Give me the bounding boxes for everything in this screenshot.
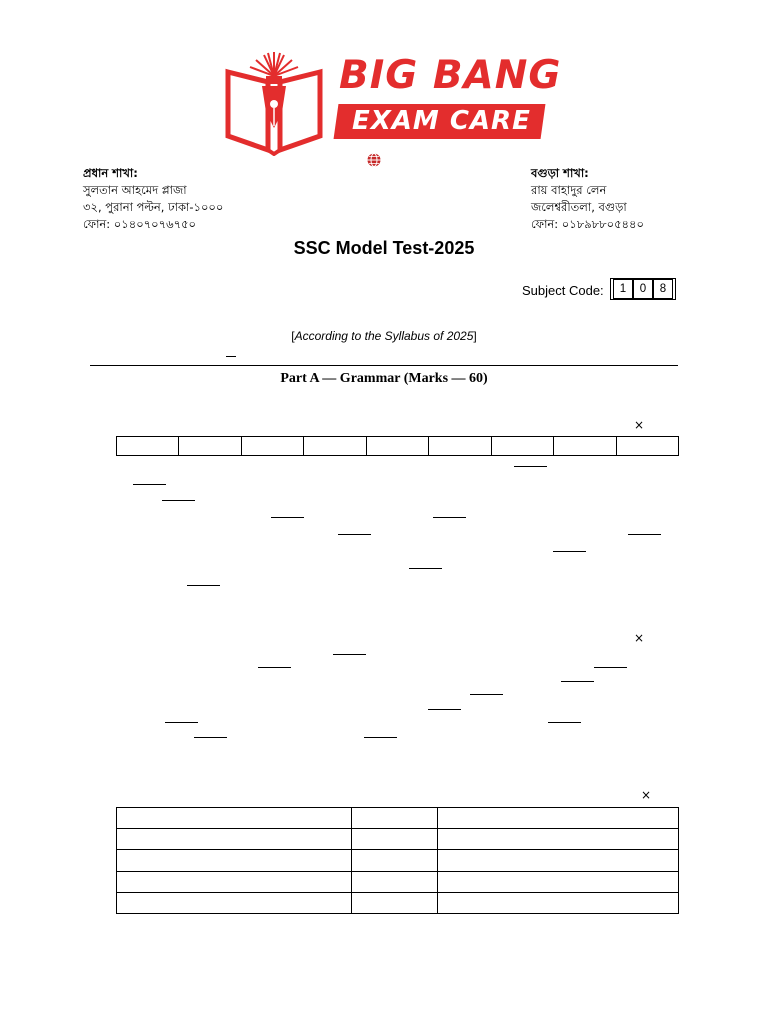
answer-blank[interactable]: [258, 667, 291, 668]
table-cell: [491, 437, 553, 456]
table-cell: [352, 892, 438, 913]
answer-blank[interactable]: [338, 534, 371, 535]
table-cell: [438, 829, 679, 850]
bogura-branch-heading: বগুড়া শাখা:: [531, 166, 589, 180]
answer-blank[interactable]: [428, 709, 461, 710]
marks-multiply-sign: ×: [634, 631, 645, 645]
table-cell: [352, 829, 438, 850]
syllabus-note: [0, 329, 768, 343]
syllabus-note-text: According to the Syllabus of 2025: [294, 329, 474, 343]
section-divider: [90, 365, 678, 366]
table-cell: [554, 437, 616, 456]
syllabus-bracket-open: [: [291, 329, 295, 343]
answer-blank[interactable]: [165, 722, 198, 723]
bogura-branch-address: [531, 165, 644, 233]
subject-code-label: Subject Code:: [522, 283, 604, 298]
page-title: SSC Model Test-2025: [293, 238, 475, 258]
bogura-branch-line1: রায় বাহাদুর লেন: [531, 183, 607, 197]
answer-blank[interactable]: [548, 722, 581, 723]
answer-blank[interactable]: [194, 737, 227, 738]
subject-code-digit: 0: [633, 279, 653, 299]
table-cell: [241, 437, 303, 456]
marks-multiply-sign: ×: [634, 418, 645, 432]
table-row: [117, 850, 679, 871]
answer-blank[interactable]: [133, 484, 166, 485]
answer-blank[interactable]: [553, 551, 586, 552]
answer-blank[interactable]: [594, 667, 627, 668]
table-row: [117, 808, 679, 829]
answer-blank[interactable]: [628, 534, 661, 535]
main-branch-heading: প্রধান শাখা:: [83, 166, 138, 180]
bogura-branch-phone: ফোন: ০১৮৯৮৮০৫৪৪০: [531, 217, 644, 231]
brand-name-line1: BIG BANG: [339, 53, 562, 98]
table-cell: [352, 808, 438, 829]
bogura-branch-line2: জলেশ্বরীতলা, বগুড়া: [531, 200, 627, 214]
answer-blank[interactable]: [514, 466, 547, 467]
table-cell: [179, 437, 241, 456]
table-cell: [304, 437, 366, 456]
answer-blank[interactable]: [364, 737, 397, 738]
table-cell: [352, 850, 438, 871]
globe-icon: [366, 152, 382, 168]
table-row: [117, 871, 679, 892]
answer-blank[interactable]: [470, 694, 503, 695]
table-cell: [117, 850, 352, 871]
answer-blank[interactable]: [561, 681, 594, 682]
table-cell: [117, 892, 352, 913]
table-cell: [438, 871, 679, 892]
main-branch-line2: ৩২, পুরানা পল্টন, ঢাকা-১০০০: [83, 200, 224, 214]
short-dash: [226, 356, 236, 357]
table-cell: [117, 829, 352, 850]
answer-blank[interactable]: [409, 568, 442, 569]
part-a-heading: Part A — Grammar (Marks — 60): [280, 371, 488, 386]
subject-code-digit: 1: [613, 279, 633, 299]
subject-code-digit: 8: [653, 279, 673, 299]
table-cell: [438, 892, 679, 913]
syllabus-bracket-close: ]: [473, 329, 477, 343]
answer-blank[interactable]: [333, 654, 366, 655]
main-branch-line1: সুলতান আহমেদ প্লাজা: [83, 183, 187, 197]
main-branch-address: [83, 165, 223, 233]
table-cell: [352, 871, 438, 892]
brand-name-line2: EXAM CARE: [352, 106, 531, 136]
table-cell: [117, 808, 352, 829]
table-cell: [117, 871, 352, 892]
answer-blank[interactable]: [433, 517, 466, 518]
answer-blank[interactable]: [271, 517, 304, 518]
table-row: [117, 829, 679, 850]
table-cell: [366, 437, 428, 456]
answer-blank[interactable]: [187, 585, 220, 586]
word-box-table: [116, 436, 679, 456]
table-cell: [429, 437, 491, 456]
marks-multiply-sign: ×: [641, 788, 652, 802]
main-branch-phone: ফোন: ০১৪০৭০৭৬৭৫০: [83, 217, 197, 231]
table-row: [117, 892, 679, 913]
table-cell: [117, 437, 179, 456]
table-cell: [616, 437, 679, 456]
answer-blank[interactable]: [162, 500, 195, 501]
matching-table: [116, 807, 679, 914]
table-cell: [438, 808, 679, 829]
table-row: [117, 437, 679, 456]
table-cell: [438, 850, 679, 871]
